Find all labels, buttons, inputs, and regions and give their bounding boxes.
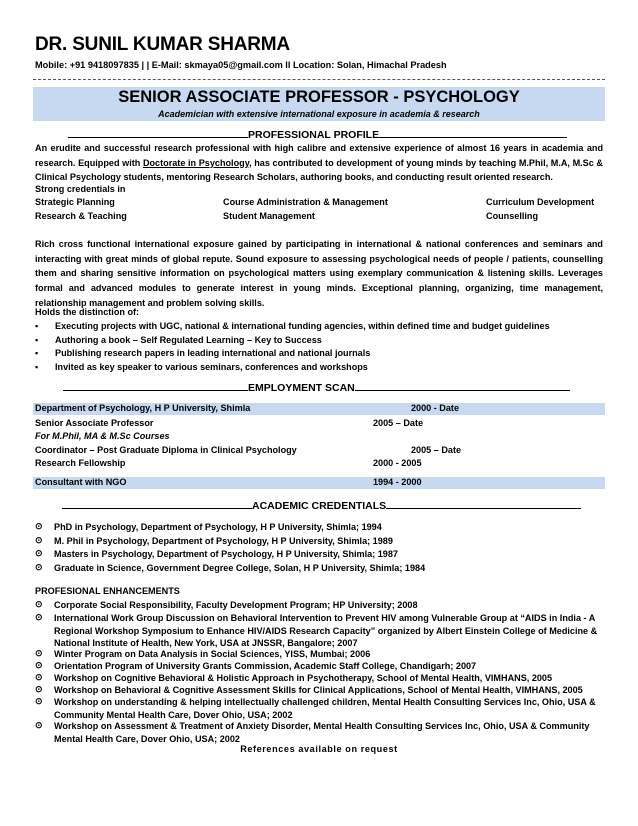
- profile-heading: PROFESSIONAL PROFILE: [68, 128, 567, 141]
- circle-bullet-icon: ⊙: [35, 696, 43, 706]
- bullet-icon: ▪: [35, 348, 39, 359]
- list-item: ▪ Authoring a book – Self Regulated Learning – Key to Success: [35, 334, 322, 345]
- strong-credentials-label: Strong credentials in: [35, 184, 126, 194]
- circle-bullet-icon: ⊙: [35, 648, 43, 658]
- list-item: ▪ Invited as key speaker to various seminars, conferences and workshops: [35, 361, 368, 372]
- resume-page: DR. SUNIL KUMAR SHARMA Mobile: +91 9418097835 | | E-Mail: skmaya05@gmail.com ll Location: Solan, Himachal Pradesh SENIOR ASSOCIATE PROFESSOR - PSYCHOLOGY Academician with extensive international exposure in academia & research PROFESSIONAL PROFILE An erudite and successful research professional with high calibre and extensive experience of almost 16 years in academia and research. Equipped with Doctorate in Psychology, has contributed to development of young minds by teaching M.Phil, M.A, M.Sc & Clinical Psychology students, mentoring Research Scholars, authoring books, and conducting result oriented research. Strong credentials in Strategic Planning Course Administration & Management Curriculum Development Research & Teaching Student Management Counselling Rich cross functional international exposure gained by participating in international & national conferences and seminars and interacting with great minds of global repute. Sound exposure to assessing psychological needs of people / patients, counselling them and sharing sensitive information on psychological matters using exemplary communication & listening skills. Leverages formal and advanced modules to generate interest in young minds. Exceptional planning, organizing, time management, relationship management and problem solving skills. Holds the distinction of: ▪ Executing projects with UGC, national & international funding agencies, within defined time and budget guidelines ▪ Authoring a book – Self Regulated Learning – Key to Success ▪ Publishing research papers in leading international and national journals ▪ Invited as key speaker to various seminars, conferences and workshops EMPLOYMENT SCAN Department of Psychology, H P University, Shimla 2000 - Date Senior Associate Professor 2005 – Date For M.Phil, MA & M.Sc Courses Coordinator – Post Graduate Diploma in Clinical Psychology 2005 – Date Research Fellowship 2000 - 2005 Consultant with NGO 1994 - 2000 ACADEMIC CREDENTIALS ⊙ PhD in Psychology, Department of Psychology, H P University, Shimla; 1994 ⊙ M. Phil in Psychology, Department of Psychology, H P University, Shimla; 1989 ⊙ Masters in Psychology, Department of Psychology, H P University, Shimla; 1987 ⊙ Graduate in Science, Government Degree College, Solan, H P University, Shimla; 1984 PROFESIONAL ENHANCEMENTS ⊙ Corporate Social Responsibility, Faculty Development Program; HP University; 2008 ⊙ International Work Group Discussion on Behavioral Intervention to Prevent HIV among Vulnerable Group at “AIDS in India - A Regional Workshop Symposium to Enhance HIV/AIDS Research Capacity” organized by Albert Einstein College of Medicine & National Institute of Health, New York, USA at JNSSR, Bangalore; 2007 ⊙ Winter Program on Data Analysis in Social Sciences, YISS, Mumbai; 2006 ⊙ Orientation Program of University Grants Commission, Academic Staff College, Chandigarh; 2007 ⊙ Workshop on Cognitive Behavioral & Holistic Approach in Psychotherapy, School of Mental Health, VIMHANS, 2005 ⊙ Workshop on Behavioral & Cognitive Assessment Skills for Clinical Applications, School of Mental Health, VIMHANS, 2005 ⊙ Workshop on understanding & helping intellectually challenged children, Mental Health Consulting Services Inc, Ohio, USA & Community Mental Health Care, Dover Ohio, USA; 2002 ⊙ Workshop on Assessment & Treatment of Anxiety Disorder, Mental Health Consulting Services Inc, Ohio, USA & Community Mental Health Care, Dover Ohio, USA; 2002 References available on request: [0, 0, 638, 826]
- candidate-name: DR. SUNIL KUMAR SHARMA: [35, 34, 290, 55]
- distinction-list: [35, 321, 603, 375]
- doctorate-link-text: Doctorate in Psychology: [142, 157, 250, 168]
- profile-summary: An erudite and successful research professional with high calibre and extensive experience of almost 16 years in academia and research. Equipped with Doctorate in Psychology, has contributed to development of young minds by teaching M.Phil, M.A, M.Sc & Clinical Psychology students, mentoring Research Scholars, authoring books, and conducting result oriented research.: [35, 143, 603, 183]
- employment-ngo-band: [33, 477, 605, 489]
- job-subtitle: Academician with extensive international exposure in academia & research: [158, 109, 480, 119]
- ngo-date: 1994 - 2000: [373, 477, 422, 487]
- role-1: Senior Associate Professor: [35, 418, 154, 428]
- distinction-label: Holds the distinction of:: [35, 307, 140, 317]
- circle-bullet-icon: ⊙: [35, 599, 43, 609]
- role-1-date: 2005 – Date: [373, 418, 424, 428]
- credential-3: Curriculum Development: [486, 197, 595, 207]
- contact-line: Mobile: +91 9418097835 | | E-Mail: skmaya05@gmail.com ll Location: Solan, Himachal Pradesh: [35, 60, 447, 70]
- role-2-date: 2005 – Date: [411, 445, 462, 455]
- circle-bullet-icon: ⊙: [35, 720, 43, 730]
- circle-bullet-icon: ⊙: [35, 660, 43, 670]
- employment-heading: EMPLOYMENT SCAN: [63, 381, 570, 394]
- enhancements-heading: PROFESIONAL ENHANCEMENTS: [35, 586, 180, 596]
- ngo-role: Consultant with NGO: [35, 477, 127, 487]
- role-3: Research Fellowship: [35, 458, 126, 468]
- credential-2: Course Administration & Management: [223, 197, 388, 207]
- header-divider: [33, 79, 605, 80]
- credential-4: Research & Teaching: [35, 211, 127, 221]
- credential-6: Counselling: [486, 211, 539, 221]
- list-item: ▪ Executing projects with UGC, national & international funding agencies, within defined time and budget guidelines: [35, 321, 550, 331]
- role-3-date: 2000 - 2005: [373, 458, 422, 468]
- role-courses: For M.Phil, MA & M.Sc Courses: [35, 431, 170, 441]
- circle-bullet-icon: ⊙: [35, 672, 43, 682]
- references-note: References available on request: [240, 744, 398, 754]
- circle-bullet-icon: ⊙: [35, 535, 43, 545]
- circle-bullet-icon: ⊙: [35, 684, 43, 694]
- bullet-icon: ▪: [35, 334, 39, 345]
- profile-exposure: Rich cross functional international exposure gained by participating in international & national conferences and seminars and interacting with great minds of global repute. Sound exposure to assessing psychological needs of people / patients, counselling them and sharing sensitive information on psychological matters using exemplary communication & listening skills. Leverages formal and advanced modules to generate interest in young minds. Exceptional planning, organizing, time management, relationship management and problem solving skills.: [35, 239, 603, 308]
- bullet-icon: ▪: [35, 361, 39, 372]
- dept-date: 2000 - Date: [411, 403, 460, 413]
- role-2: Coordinator – Post Graduate Diploma in Clinical Psychology: [35, 445, 297, 455]
- employment-dept-band: [33, 403, 605, 415]
- circle-bullet-icon: ⊙: [35, 548, 43, 558]
- academics-heading: ACADEMIC CREDENTIALS: [62, 499, 581, 512]
- bullet-icon: ▪: [35, 321, 39, 331]
- circle-bullet-icon: ⊙: [35, 562, 43, 572]
- credential-5: Student Management: [223, 211, 315, 221]
- job-title: SENIOR ASSOCIATE PROFESSOR - PSYCHOLOGY: [118, 88, 520, 106]
- list-item: ▪ Publishing research papers in leading international and national journals: [35, 348, 371, 359]
- circle-bullet-icon: ⊙: [35, 612, 43, 622]
- credential-1: Strategic Planning: [35, 197, 115, 207]
- dept-name: Department of Psychology, H P University, Shimla: [35, 403, 251, 413]
- title-banner: [33, 87, 605, 121]
- circle-bullet-icon: ⊙: [35, 521, 43, 531]
